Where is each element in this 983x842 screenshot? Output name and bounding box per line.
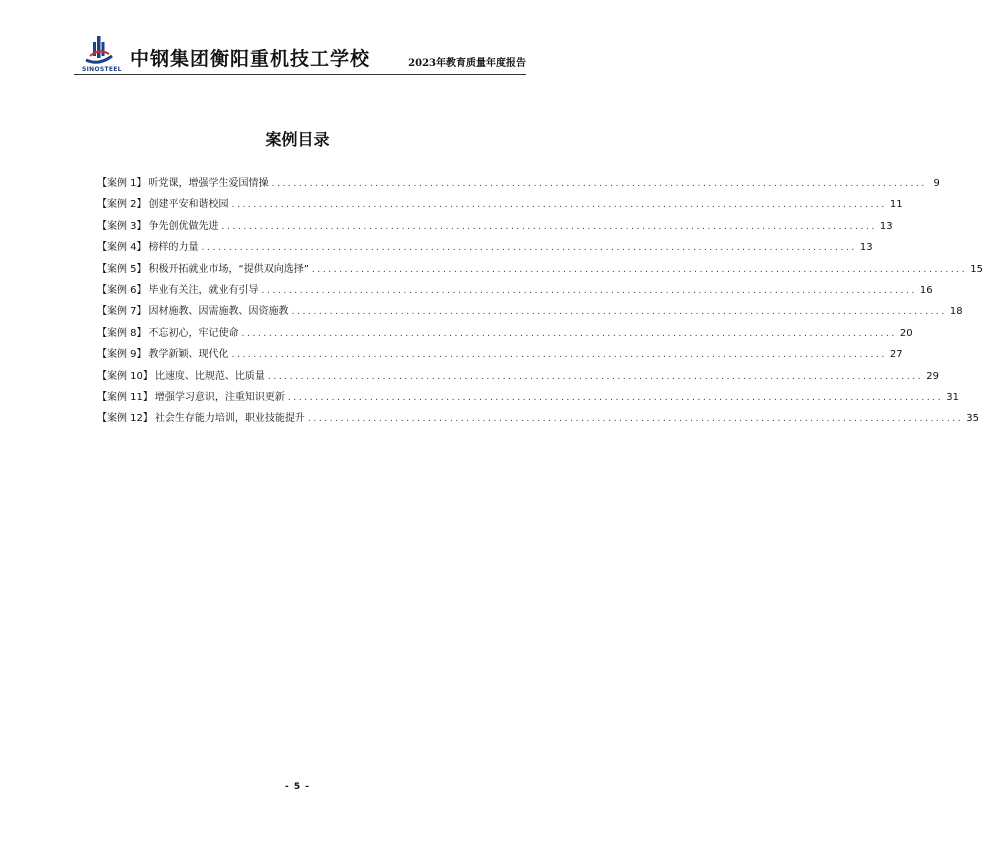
toc-entry-tag: 【案例 9】 bbox=[97, 349, 147, 361]
toc-entry-page: 15 bbox=[970, 263, 983, 275]
sinosteel-logo bbox=[82, 34, 122, 76]
toc-title: 案例目录 bbox=[265, 130, 330, 149]
toc-entry-title: 增强学习意识，注重知识更新 bbox=[154, 391, 285, 403]
toc-entry-title: 不忘初心，牢记使命 bbox=[148, 327, 239, 339]
toc-list bbox=[97, 174, 983, 431]
page-number: - 5 - bbox=[285, 782, 310, 792]
toc-entry[interactable] bbox=[97, 367, 939, 388]
header-divider bbox=[74, 74, 526, 75]
toc-entry-page: 20 bbox=[899, 327, 913, 339]
toc-entry-tag: 【案例 5】 bbox=[97, 263, 147, 275]
toc-leader-dots: ........................................................................................................................ bbox=[291, 307, 947, 318]
toc-leader-dots: ........................................................................................................................ bbox=[221, 221, 877, 232]
toc-entry-page: 13 bbox=[859, 242, 873, 254]
toc-entry[interactable] bbox=[97, 260, 983, 281]
toc-entry-title: 因材施教、因需施教、因资施教 bbox=[148, 306, 289, 318]
toc-entry-title: 积极开拓就业市场，“提供双向选择” bbox=[148, 263, 309, 275]
report-title: 2023年教育质量年度报告 bbox=[408, 58, 526, 69]
toc-entry-title: 比速度、比规范、比质量 bbox=[154, 370, 265, 382]
toc-entry[interactable] bbox=[97, 195, 903, 216]
toc-leader-dots: ........................................................................................................................ bbox=[231, 200, 887, 211]
toc-leader-dots: ........................................................................................................................ bbox=[271, 179, 927, 189]
page-header bbox=[74, 30, 526, 76]
toc-entry[interactable] bbox=[97, 409, 979, 430]
toc-entry-tag: 【案例 12】 bbox=[97, 413, 153, 425]
toc-entry[interactable] bbox=[97, 281, 933, 302]
toc-entry-page: 18 bbox=[949, 306, 963, 318]
toc-leader-dots: ........................................................................................................................ bbox=[307, 414, 964, 425]
toc-entry-page: 16 bbox=[919, 284, 933, 296]
toc-leader-dots: ........................................................................................................................ bbox=[287, 392, 944, 403]
toc-entry-page: 11 bbox=[889, 199, 903, 211]
school-name: 中钢集团衡阳重机技工学校 bbox=[130, 48, 371, 70]
toc-entry-title: 听党课，增强学生爱国情操 bbox=[148, 178, 269, 189]
toc-leader-dots: ........................................................................................................................ bbox=[241, 328, 897, 339]
toc-entry[interactable] bbox=[97, 238, 873, 259]
toc-entry-tag: 【案例 1】 bbox=[97, 178, 147, 189]
toc-entry[interactable] bbox=[97, 345, 903, 366]
toc-entry-tag: 【案例 10】 bbox=[97, 370, 153, 382]
toc-entry-page: 9 bbox=[933, 178, 940, 189]
toc-entry-title: 社会生存能力培训，职业技能提升 bbox=[154, 413, 305, 425]
toc-entry-title: 毕业有关注，就业有引导 bbox=[148, 284, 259, 296]
toc-entry[interactable] bbox=[97, 388, 959, 409]
toc-entry-tag: 【案例 6】 bbox=[97, 284, 147, 296]
toc-entry-page: 29 bbox=[926, 370, 939, 382]
toc-entry[interactable] bbox=[97, 174, 940, 195]
toc-leader-dots: ........................................................................................................................ bbox=[231, 350, 887, 361]
toc-entry-tag: 【案例 11】 bbox=[97, 391, 153, 403]
toc-leader-dots: ........................................................................................................................ bbox=[311, 264, 968, 275]
sinosteel-logo-icon bbox=[82, 34, 116, 68]
toc-entry[interactable] bbox=[97, 324, 913, 345]
toc-entry-title: 创建平安和谐校园 bbox=[148, 199, 229, 211]
toc-entry-title: 榜样的力量 bbox=[148, 242, 199, 254]
toc-entry-page: 31 bbox=[946, 391, 959, 403]
toc-entry[interactable] bbox=[97, 302, 963, 323]
toc-leader-dots: ........................................................................................................................ bbox=[261, 285, 917, 296]
toc-entry-page: 13 bbox=[879, 220, 893, 232]
toc-entry-page: 27 bbox=[889, 349, 903, 361]
toc-entry-tag: 【案例 2】 bbox=[97, 199, 147, 211]
toc-entry-tag: 【案例 4】 bbox=[97, 242, 147, 254]
toc-entry[interactable] bbox=[97, 217, 893, 238]
toc-entry-tag: 【案例 7】 bbox=[97, 306, 147, 318]
toc-entry-title: 争先创优做先进 bbox=[148, 220, 219, 232]
toc-leader-dots: ........................................................................................................................ bbox=[201, 243, 857, 254]
logo-text: SINOSTEEL bbox=[82, 66, 122, 73]
toc-leader-dots: ........................................................................................................................ bbox=[267, 371, 924, 382]
toc-entry-tag: 【案例 8】 bbox=[97, 327, 147, 339]
toc-entry-tag: 【案例 3】 bbox=[97, 220, 147, 232]
toc-entry-title: 教学新颖、现代化 bbox=[148, 349, 229, 361]
toc-entry-page: 35 bbox=[966, 413, 979, 425]
